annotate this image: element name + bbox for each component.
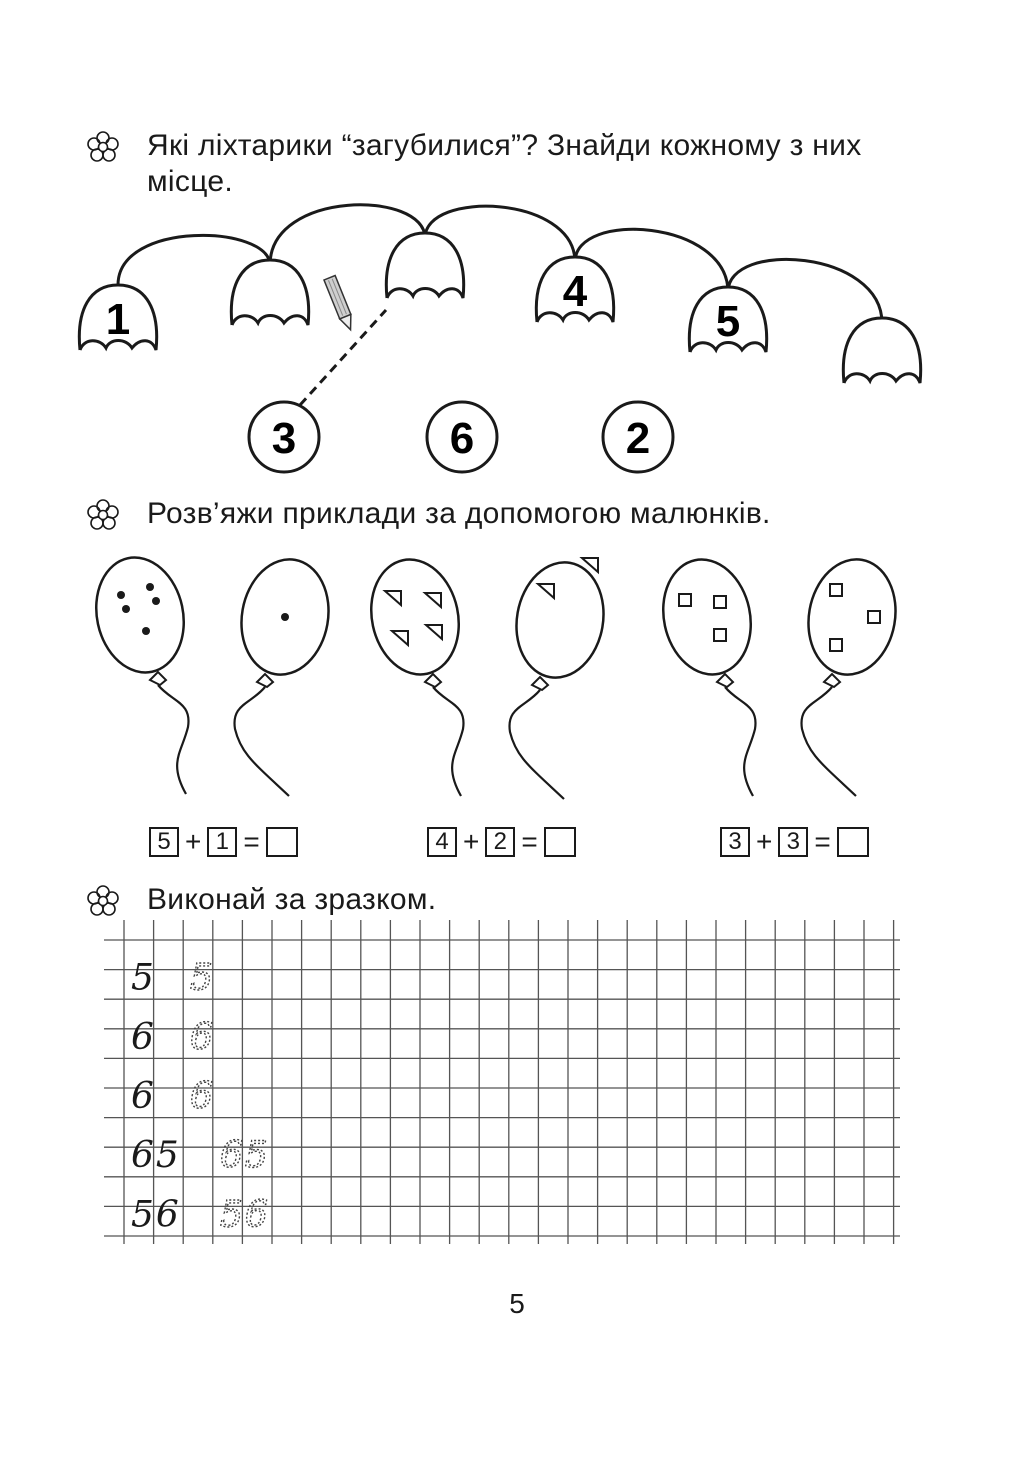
square-mark — [679, 594, 691, 606]
dot-mark — [142, 627, 150, 635]
equation-term-a: 3 — [720, 827, 750, 857]
square-mark — [714, 596, 726, 608]
equation-term-a: 4 — [427, 827, 457, 857]
equation-operator: + — [463, 826, 480, 857]
lantern-number: 4 — [562, 267, 588, 316]
equation-2 — [427, 826, 576, 858]
empty-lantern-slot[interactable] — [386, 233, 463, 298]
equation-term-b: 3 — [778, 827, 808, 857]
balloon — [86, 549, 194, 794]
task-1-text: Які ліхтарики “загубилися”? Знайди кожному з них місце. — [147, 129, 862, 198]
sample-digits: 56 — [131, 1194, 181, 1236]
trace-digits: 65 — [220, 1135, 270, 1177]
copy-row — [131, 958, 215, 999]
task-3-text: Виконай за зразком. — [147, 883, 437, 916]
empty-lantern-slot[interactable] — [231, 260, 308, 325]
copy-row — [131, 1017, 215, 1058]
dot-mark — [146, 583, 154, 591]
square-mark — [830, 584, 842, 596]
lantern-number: 5 — [715, 297, 741, 346]
square-mark — [714, 629, 726, 641]
answer-box[interactable] — [544, 827, 576, 857]
trace-digits: 6 — [190, 1016, 215, 1058]
answer-box[interactable] — [837, 827, 869, 857]
equation-term-a: 5 — [149, 827, 179, 857]
task-2-text: Розв’яжи приклади за допомогою малюнків. — [147, 497, 771, 530]
lost-lantern-2[interactable] — [603, 402, 673, 472]
trace-digits: 6 — [190, 1076, 215, 1117]
task-3 — [86, 882, 436, 918]
dot-mark — [122, 605, 130, 613]
equals-sign: = — [814, 826, 831, 857]
flower-icon — [86, 884, 120, 918]
dot-mark — [281, 613, 289, 621]
lost-lantern-number: 3 — [271, 414, 297, 463]
dot-mark — [152, 597, 160, 605]
flower-icon — [86, 130, 120, 164]
lost-lantern-number: 2 — [625, 414, 651, 463]
lantern-4 — [536, 257, 613, 322]
balloons-illustration — [0, 545, 1034, 815]
dashed-connection-line — [300, 310, 386, 405]
copy-row — [131, 1076, 215, 1117]
empty-lantern-slot[interactable] — [843, 318, 920, 383]
lantern-5 — [689, 287, 766, 352]
sample-digits: 65 — [131, 1135, 181, 1177]
balloon — [233, 552, 338, 796]
lantern-number: 1 — [105, 295, 131, 344]
balloon — [653, 551, 761, 796]
equation-term-b: 1 — [207, 827, 237, 857]
copy-row — [131, 1194, 270, 1235]
writing-grid[interactable] — [0, 920, 1034, 1260]
task-2 — [86, 496, 771, 532]
page-number: 5 — [509, 1288, 525, 1319]
trace-digits: 56 — [220, 1194, 270, 1236]
trace-digits: 5 — [190, 957, 215, 999]
lost-lantern-6[interactable] — [427, 402, 497, 472]
balloon — [361, 551, 469, 796]
equation-operator: + — [756, 826, 773, 857]
sample-digits: 6 — [131, 1016, 156, 1058]
copy-row — [131, 1135, 270, 1176]
balloon — [508, 555, 613, 799]
square-mark — [830, 639, 842, 651]
balloon — [800, 552, 905, 796]
equation-term-b: 2 — [485, 827, 515, 857]
flower-icon — [86, 498, 120, 532]
lost-lantern-number: 6 — [449, 414, 475, 463]
equation-3 — [720, 826, 869, 858]
sample-digits: 6 — [131, 1076, 156, 1117]
pencil-icon — [324, 276, 356, 332]
lanterns-illustration — [0, 190, 1034, 490]
equation-operator: + — [185, 826, 202, 857]
equals-sign: = — [521, 826, 538, 857]
dot-mark — [117, 591, 125, 599]
lantern-1 — [79, 285, 156, 350]
equals-sign: = — [243, 826, 260, 857]
lost-lantern-3[interactable] — [249, 402, 319, 472]
square-mark — [868, 611, 880, 623]
sample-digits: 5 — [131, 957, 156, 999]
equation-1 — [149, 826, 298, 858]
answer-box[interactable] — [266, 827, 298, 857]
